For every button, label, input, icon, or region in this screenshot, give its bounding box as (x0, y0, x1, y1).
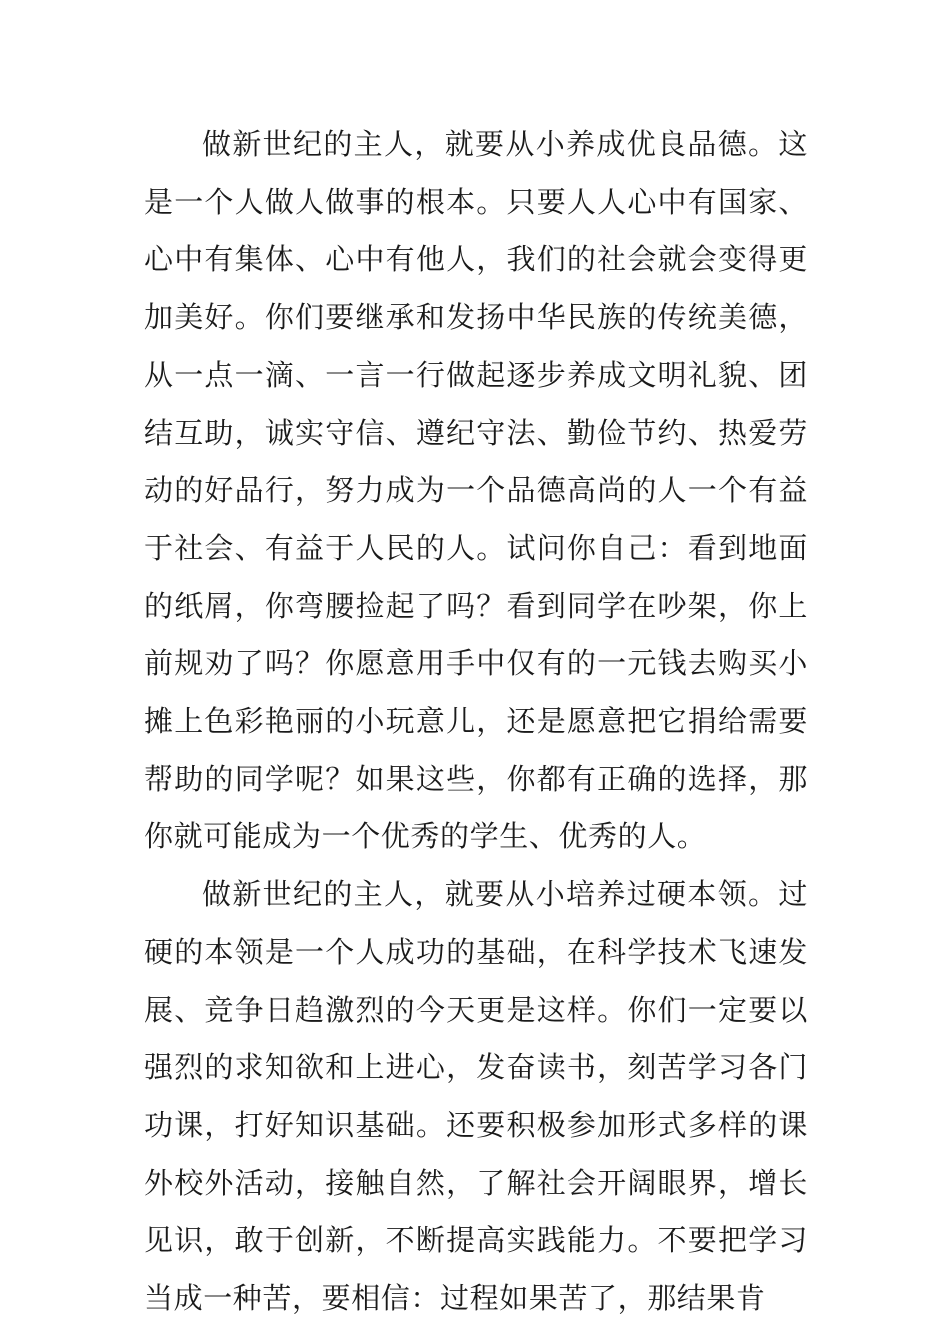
paragraph-solid-skills: 做新世纪的主人，就要从小培养过硬本领。过硬的本领是一个人成功的基础，在科学技术飞速发展、竞争日趋激烈的今天更是这样。你们一定要以强烈的求知欲和上进心，发奋读书，刻苦学习各门功课，打好知识基础。还要积极参加形式多样的课外校外活动，接触自然，了解社会开阔眼界，增长见识，敢于创新，不断提高实践能力。不要把学习当成一种苦，要相信：过程如果苦了，那结果肯 (144, 877, 808, 1316)
paragraph-good-character: 做新世纪的主人，就要从小养成优良品德。这是一个人做人做事的根本。只要人人心中有国家、心中有集体、心中有他人，我们的社会就会变得更加美好。你们要继承和发扬中华民族的传统美德，从一点一滴、一言一行做起逐步养成文明礼貌、团结互助，诚实守信、遵纪守法、勤俭节约、热爱劳动的好品行，努力成为一个品德高尚的人一个有益于社会、有益于人民的人。试问你自己：看到地面的纸屑，你弯腰捡起了吗？看到同学在吵架，你上前规劝了吗？你愿意用手中仅有的一元钱去购买小摊上色彩艳丽的小玩意儿，还是愿意把它捐给需要帮助的同学呢？如果这些，你都有正确的选择，那你就可能成为一个优秀的学生、优秀的人。 (144, 127, 808, 854)
document-body (144, 116, 808, 1328)
